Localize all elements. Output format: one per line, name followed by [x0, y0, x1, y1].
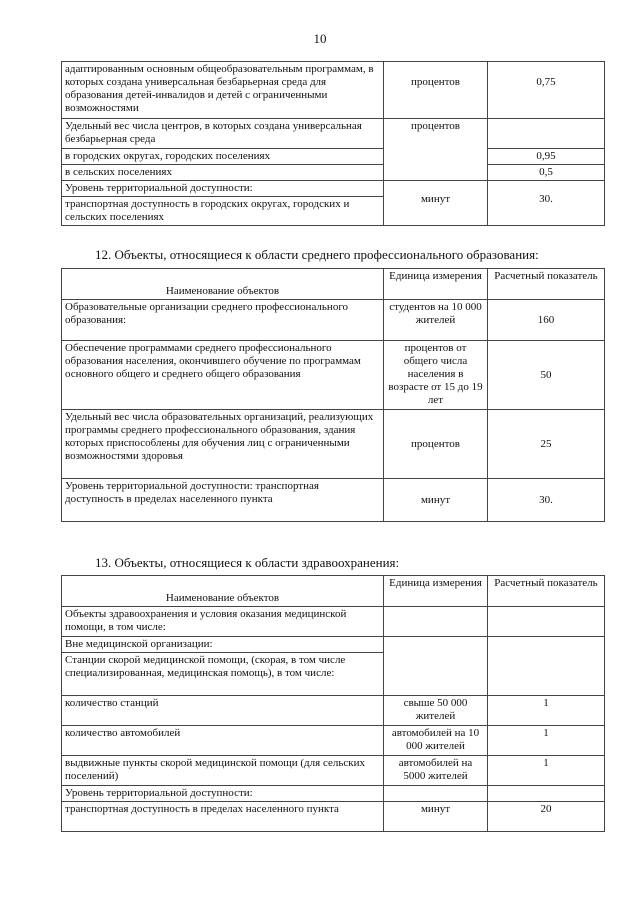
cell-unit: автомобилей на 5000 жителей [384, 756, 488, 786]
cell-value [488, 607, 605, 637]
cell-value: 30. [488, 479, 605, 522]
cell-name: выдвижные пункты скорой медицинской помощи (для сельских поселений) [62, 756, 384, 786]
table-row [62, 653, 605, 696]
cell-value: 50 [488, 341, 605, 410]
cell-value [488, 786, 605, 802]
cell-name: Уровень территориальной доступности: [62, 786, 384, 802]
cell-value: 1 [488, 726, 605, 756]
table-row [62, 119, 605, 149]
cell-name: в городских округах, городских поселениях [62, 149, 384, 165]
header-name: Наименование объектов [62, 269, 384, 300]
cell-value: 160 [488, 300, 605, 341]
cell-name: Уровень территориальной доступности: транспортная доступность в пределах населенного пункта [62, 479, 384, 522]
cell-name: количество автомобилей [62, 726, 384, 756]
header-unit: Единица измерения [384, 576, 488, 607]
cell-name: транспортная доступность в городских округах, городских и сельских поселениях [62, 197, 384, 226]
cell-unit: минут [384, 479, 488, 522]
table-row [62, 410, 605, 479]
table-row [62, 149, 605, 165]
table-section-13 [61, 575, 605, 832]
cell-name: в сельских поселениях [62, 165, 384, 181]
cell-name: Удельный вес числа образовательных организаций, реализующих программы среднего профессионального образования, здания которых приспособлены для обучения лиц с ограниченными возможностями здоровья [62, 410, 384, 479]
page-number: 10 [313, 31, 327, 46]
table-row [62, 341, 605, 410]
table-row [62, 637, 605, 653]
cell-unit: процентов от общего числа населения в возрасте от 15 до 19 лет [384, 341, 488, 410]
cell-value [488, 637, 605, 653]
table-row [62, 607, 605, 637]
header-unit: Единица измерения [384, 269, 488, 300]
cell-unit: минут [384, 802, 488, 832]
cell-value: 0,75 [488, 62, 605, 119]
table-row [62, 786, 605, 802]
cell-name: Вне медицинской организации: [62, 637, 384, 653]
table-row [62, 726, 605, 756]
cell-value: 20 [488, 802, 605, 832]
cell-unit: процентов [384, 410, 488, 479]
table-row [62, 696, 605, 726]
cell-value [488, 119, 605, 149]
table-row [62, 479, 605, 522]
section-13-heading: 13. Объекты, относящиеся к области здравоохранения: [95, 555, 400, 570]
section-12-heading: 12. Объекты, относящиеся к области среднего профессионального образования: [95, 247, 539, 262]
cell-unit [384, 607, 488, 637]
cell-value: 1 [488, 756, 605, 786]
cell-unit: автомобилей на 10 000 жителей [384, 726, 488, 756]
table-header-row [62, 269, 605, 300]
cell-unit [384, 786, 488, 802]
cell-value: 0,95 [488, 149, 605, 165]
cell-unit: процентов [384, 119, 488, 181]
cell-unit [384, 653, 488, 696]
cell-name: Удельный вес числа центров, в которых создана универсальная безбарьерная среда [62, 119, 384, 149]
cell-name: транспортная доступность в пределах населенного пункта [62, 802, 384, 832]
cell-name: Станции скорой медицинской помощи, (скорая, в том числе специализированная, медицинская помощь), в том числе: [62, 653, 384, 696]
table-row [62, 802, 605, 832]
cell-unit [384, 637, 488, 653]
cell-unit: студентов на 10 000 жителей [384, 300, 488, 341]
cell-value: 0,5 [488, 165, 605, 181]
cell-name: адаптированным основным общеобразовательным программам, в которых создана универсальная безбарьерная среда для образования детей-инвалидов и детей с ограниченными возможностями [62, 62, 384, 119]
table-row [62, 62, 605, 119]
cell-name: количество станций [62, 696, 384, 726]
table-row [62, 165, 605, 181]
cell-value: 1 [488, 696, 605, 726]
table-education-continued [61, 61, 605, 226]
header-name: Наименование объектов [62, 576, 384, 607]
cell-value: 25 [488, 410, 605, 479]
header-value: Расчетный показатель [488, 576, 605, 607]
cell-name: Образовательные организации среднего профессионального образования: [62, 300, 384, 341]
header-value: Расчетный показатель [488, 269, 605, 300]
cell-unit: минут [384, 181, 488, 226]
cell-name: Объекты здравоохранения и условия оказания медицинской помощи, в том числе: [62, 607, 384, 637]
table-header-row [62, 576, 605, 607]
cell-name: Уровень территориальной доступности: [62, 181, 384, 197]
table-section-12 [61, 268, 605, 522]
table-row [62, 181, 605, 197]
cell-unit: свыше 50 000 жителей [384, 696, 488, 726]
cell-value: 30. [488, 181, 605, 226]
cell-value [488, 653, 605, 696]
cell-name: Обеспечение программами среднего профессионального образования населения, окончившего обучение по программам основного общего и среднего общего образования [62, 341, 384, 410]
cell-unit: процентов [384, 62, 488, 119]
table-row [62, 300, 605, 341]
table-row [62, 756, 605, 786]
